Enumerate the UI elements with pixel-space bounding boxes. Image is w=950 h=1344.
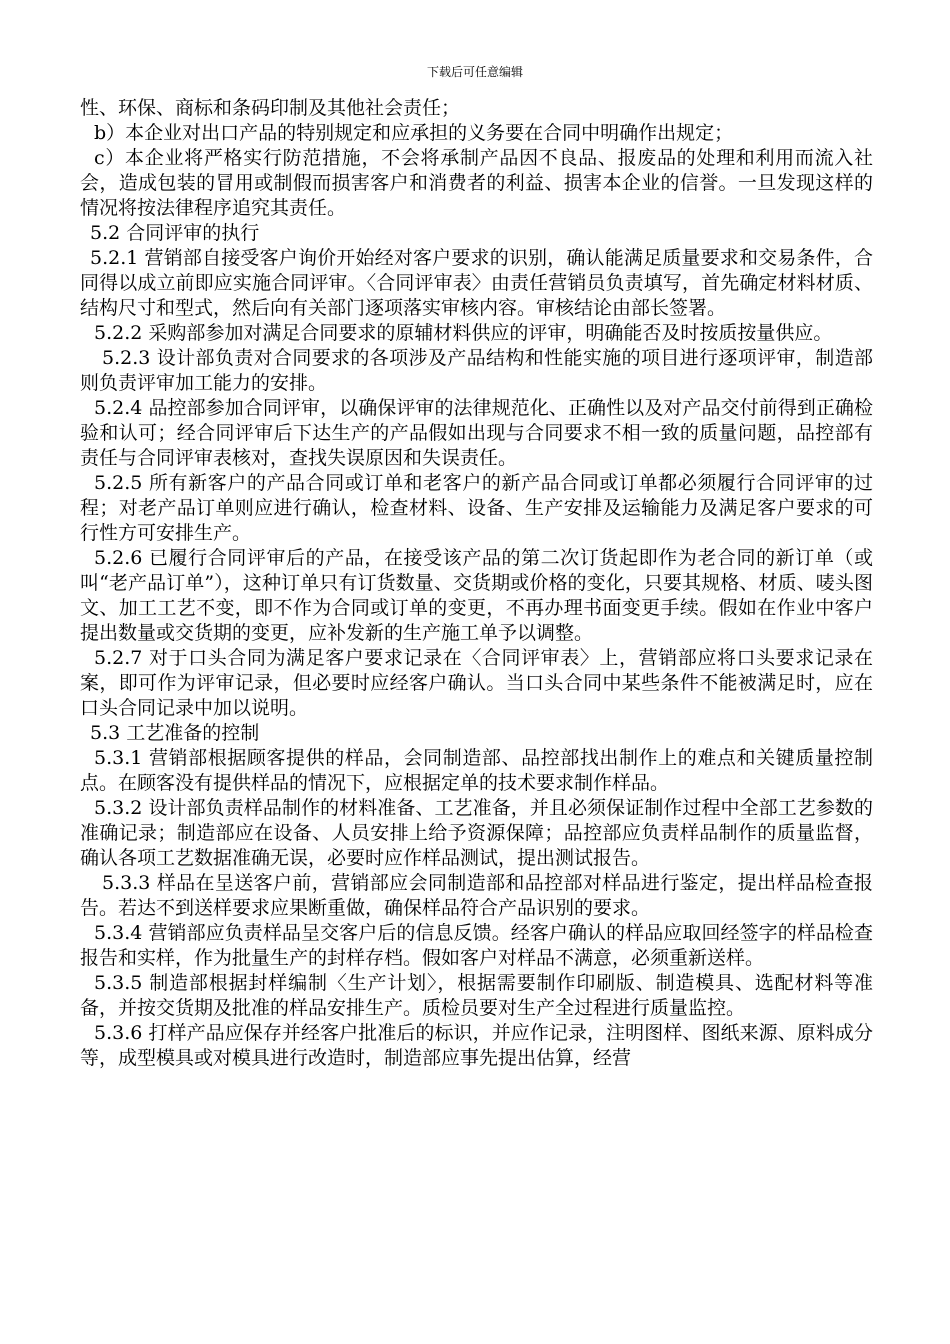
section-heading-5-3: 5.3 工艺准备的控制 <box>90 722 260 744</box>
paragraph-5-3-3: 5.3.3 样品在呈送客户前，营销部应会同制造部和品控部对样品进行鉴定，提出样品检查报告。若达不到送样要求应果断重做，确保样品符合产品识别的要求。 <box>80 872 873 919</box>
paragraph-5-2-6: 5.2.6 已履行合同评审后的产品，在接受该产品的第二次订货起即作为老合同的新订单（或叫“老产品订单”），这种订单只有订货数量、交货期或价格的变化，只要其规格、材质、唛头图文、加工工艺不变，即不作为合同或订单的变更，不再办理书面变更手续。假如在作业中客户提出数量或交货期的变更，应补发新的生产施工单予以调整。 <box>80 547 873 644</box>
page-header-note: 下载后可任意编辑 <box>426 65 523 79</box>
paragraph-5-3-5: 5.3.5 制造部根据封样编制〈生产计划〉，根据需要制作印刷版、制造模具、选配材料等准备，并按交货期及批准的样品安排生产。质检员要对生产全过程进行质量监控。 <box>80 972 873 1019</box>
paragraph-5-2-2: 5.2.2 采购部参加对满足合同要求的原辅材料供应的评审，明确能否及时按质按量供应。 <box>94 322 833 344</box>
section-heading-5-2: 5.2 合同评审的执行 <box>90 222 260 244</box>
paragraph-social-responsibility: 性、环保、商标和条码印制及其他社会责任； <box>80 97 461 119</box>
paragraph-5-2-3: 5.2.3 设计部负责对合同要求的各项涉及产品结构和性能实施的项目进行逐项评审，制造部则负责评审加工能力的安排。 <box>80 347 873 394</box>
paragraph-5-2-4: 5.2.4 品控部参加合同评审，以确保评审的法律规范化、正确性以及对产品交付前得到正确检验和认可；经合同评审后下达生产的产品假如出现与合同要求不相一致的质量问题，品控部有责任与合同评审表核对，查找失误原因和失误责任。 <box>80 397 873 469</box>
paragraph-5-3-4: 5.3.4 营销部应负责样品呈交客户后的信息反馈。经客户确认的样品应取回经签字的样品检查报告和实样，作为批量生产的封样存档。假如客户对样品不满意，必须重新送样。 <box>80 922 873 969</box>
document-body <box>80 96 873 1071</box>
paragraph-5-2-5: 5.2.5 所有新客户的产品合同或订单和老客户的新产品合同或订单都必须履行合同评审的过程；对老产品订单则应进行确认，检查材料、设备、生产安排及运输能力及满足客户要求的可行性方可安排生产。 <box>80 472 873 544</box>
paragraph-5-3-2: 5.3.2 设计部负责样品制作的材料准备、工艺准备，并且必须保证制作过程中全部工艺参数的准确记录；制造部应在设备、人员安排上给予资源保障；品控部应负责样品制作的质量监督，确认各项工艺数据准确无误，必要时应作样品测试，提出测试报告。 <box>80 797 873 869</box>
paragraph-5-2-7: 5.2.7 对于口头合同为满足客户要求记录在〈合同评审表〉上，营销部应将口头要求记录在案，即可作为评审记录，但必要时应经客户确认。当口头合同中某些条件不能被满足时，应在口头合同记录中加以说明。 <box>80 647 873 719</box>
paragraph-5-3-1: 5.3.1 营销部根据顾客提供的样品，会同制造部、品控部找出制作上的难点和关键质量控制点。在顾客没有提供样品的情况下，应根据定单的技术要求制作样品。 <box>80 747 873 794</box>
paragraph-item-c: c）本企业将严格实行防范措施，不会将承制产品因不良品、报废品的处理和利用而流入社会，造成包装的冒用或制假而损害客户和消费者的利益、损害本企业的信誉。一旦发现这样的情况将按法律程序追究其责任。 <box>80 147 873 219</box>
paragraph-5-3-6: 5.3.6 打样产品应保存并经客户批准后的标识，并应作记录，注明图样、图纸来源、原料成分等，成型模具或对模具进行改造时，制造部应事先提出估算，经营 <box>80 1022 873 1069</box>
paragraph-item-b: b）本企业对出口产品的特别规定和应承担的义务要在合同中明确作出规定； <box>94 122 734 144</box>
paragraph-5-2-1: 5.2.1 营销部自接受客户询价开始经对客户要求的识别，确认能满足质量要求和交易条件，合同得以成立前即应实施合同评审。〈合同评审表〉由责任营销员负责填写，首先确定材料材质、结构尺寸和型式，然后向有关部门逐项落实审核内容。审核结论由部长签署。 <box>80 247 873 319</box>
